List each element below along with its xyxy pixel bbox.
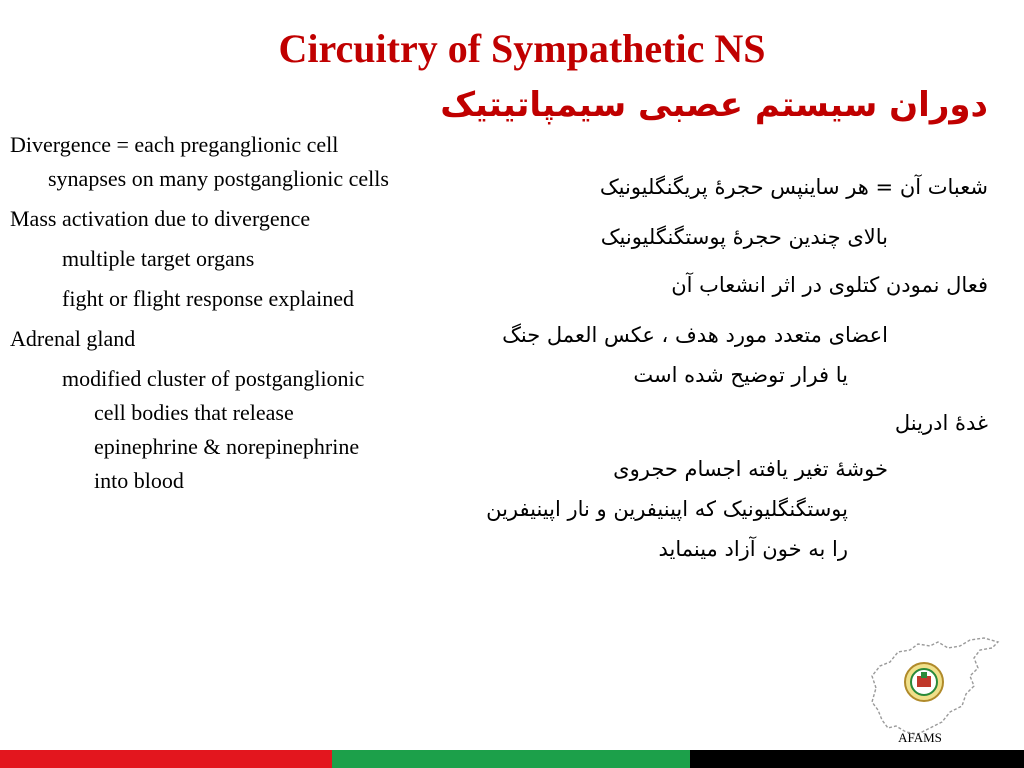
farsi-line-5: یا فرار توضیح شده است <box>633 363 848 387</box>
farsi-bullets <box>348 168 988 568</box>
farsi-line-1: شعبات آن = هر ساینپس حجرۀ پریگنگلیونیک <box>599 175 988 199</box>
subpoint-fight-or-flight: fight or flight response explained <box>62 286 355 311</box>
flag-stripe-black <box>690 750 1024 768</box>
farsi-line-4: اعضای متعدد مورد هدف ، عکس العمل جنگ <box>502 323 888 347</box>
flag-stripe-green <box>332 750 690 768</box>
afams-label: AFAMS <box>898 730 942 745</box>
subpoint-modified-cluster: modified cluster of postganglionic cell bodies that release epinephrine & norepinephrine into blood <box>62 366 365 493</box>
slide-title: Circuitry of Sympathetic NS <box>278 26 766 71</box>
point-adrenal-gland: Adrenal gland <box>10 326 136 351</box>
point-divergence: Divergence = each preganglionic cell synapses on many postganglionic cells <box>10 132 389 191</box>
farsi-line-3: فعال نمودن کتلوی در اثر انشعاب آن <box>671 273 988 297</box>
farsi-line-6: غدۀ ادرینل <box>894 411 988 435</box>
afghanistan-map-logo-icon <box>866 636 1004 740</box>
point-mass-activation: Mass activation due to divergence <box>10 206 311 231</box>
flag-color-bar <box>0 750 1024 768</box>
farsi-line-7: خوشۀ تغیر یافته اجسام حجروی <box>613 457 888 481</box>
farsi-line-2: بالای چندین حجرۀ پوستگنگلیونیک <box>600 225 888 249</box>
slide-title-farsi: دوران سیستم عصبی سیمپاتیتیک <box>440 85 988 125</box>
flag-stripe-red <box>0 750 332 768</box>
english-bullets <box>10 128 390 504</box>
farsi-line-8: پوستگنگلیونیک که اپینیفرین و نار اپینیفرین <box>486 497 848 521</box>
farsi-line-9: را به خون آزاد مینماید <box>658 537 848 561</box>
subpoint-target-organs: multiple target organs <box>62 246 255 271</box>
